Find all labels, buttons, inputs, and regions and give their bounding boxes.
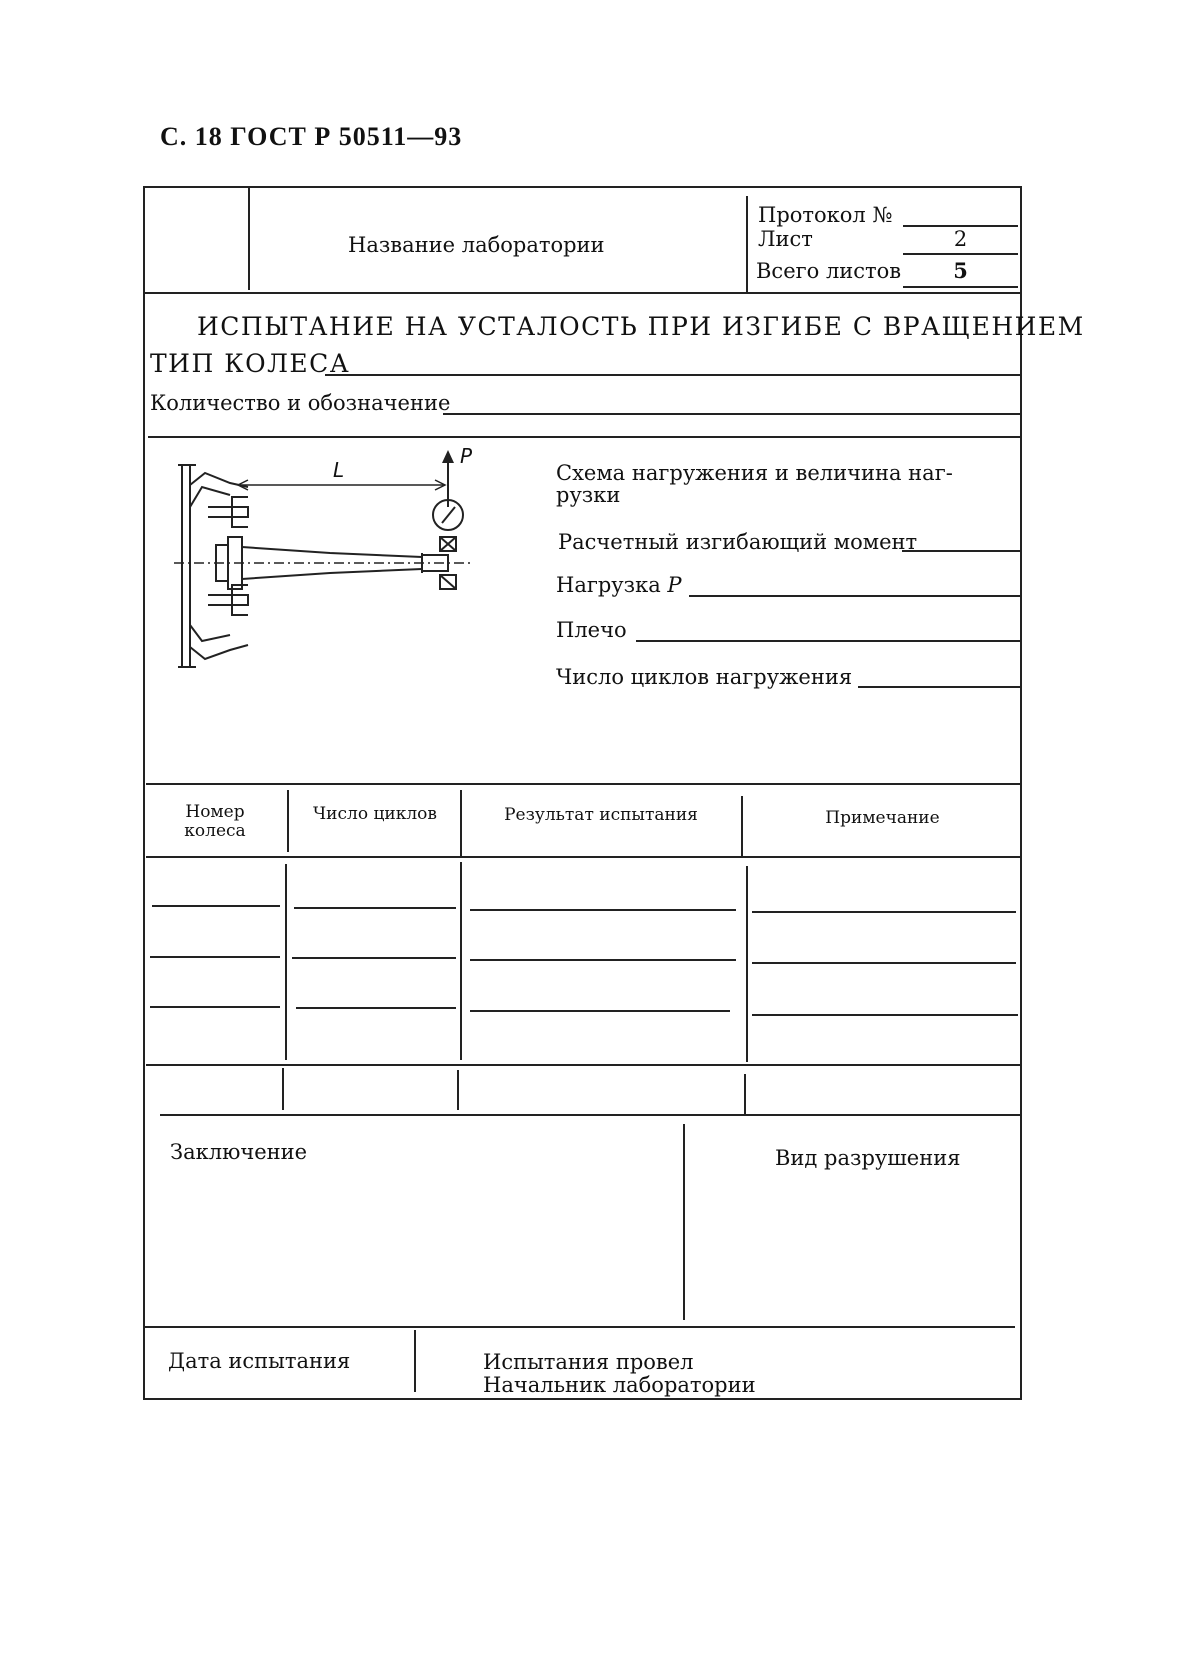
total-sheets-value: 5 xyxy=(953,258,968,283)
strip-divider-2 xyxy=(457,1070,459,1110)
row1-col2-blank xyxy=(294,907,456,909)
wheel-type-blank xyxy=(325,374,1020,376)
row3-col1-blank xyxy=(150,1006,280,1008)
table-header-bottom xyxy=(146,856,1021,858)
row1-col3-blank xyxy=(470,909,736,911)
loading-scheme-drawing xyxy=(170,445,490,675)
sheet-value: 2 xyxy=(953,227,968,251)
row3-col2-blank xyxy=(296,1007,456,1009)
sheet-label: Лист xyxy=(758,227,813,251)
table-bottom-line xyxy=(160,1114,1021,1116)
cycles-blank xyxy=(858,686,1020,688)
load-blank xyxy=(689,595,1020,597)
load-P-label: P xyxy=(460,444,473,468)
row2-col3-blank xyxy=(470,959,736,961)
lab-chief-label: Начальник лаборатории xyxy=(483,1373,756,1397)
body-col-divider-1 xyxy=(285,864,287,1060)
row3-col3-blank xyxy=(470,1010,730,1012)
col-header-cycles: Число циклов xyxy=(313,804,437,824)
col-header-wheel-number: Номер колеса xyxy=(184,802,246,841)
page-header: С. 18 ГОСТ Р 50511—93 xyxy=(160,122,463,151)
frame-right xyxy=(1020,186,1022,1398)
conclusion-bottom-line xyxy=(143,1326,1015,1328)
quantity-blank xyxy=(443,413,1021,415)
row1-col4-blank xyxy=(752,911,1016,913)
performed-by-label: Испытания провел xyxy=(483,1350,694,1374)
conclusion-label: Заключение xyxy=(170,1140,308,1164)
table-top-line xyxy=(146,783,1021,785)
strip-divider-3 xyxy=(744,1074,746,1114)
bending-moment-label: Расчетный изгибающий момент xyxy=(558,530,918,554)
header-col-divider-3 xyxy=(741,796,743,856)
lab-name: Название лаборатории xyxy=(348,233,605,257)
load-scheme-line2: рузки xyxy=(556,483,621,507)
header-divider-left xyxy=(248,188,250,290)
arm-label: Плечо xyxy=(556,618,627,642)
header-divider-right xyxy=(746,196,748,292)
frame-bottom xyxy=(143,1398,1022,1400)
header-col-divider-2 xyxy=(460,790,462,856)
row3-col4-blank xyxy=(752,1014,1018,1016)
frame-left xyxy=(143,186,145,1398)
quantity-label: Количество и обозначение xyxy=(150,391,451,415)
row1-col1-blank xyxy=(152,905,280,907)
conclusion-divider xyxy=(683,1124,685,1320)
wheel-type-label: ТИП КОЛЕСА xyxy=(150,349,351,378)
header-col-divider-1 xyxy=(287,790,289,852)
frame-top xyxy=(143,186,1021,188)
signature-divider xyxy=(414,1330,416,1392)
load-label: Нагрузка P xyxy=(556,573,682,597)
strip-divider-1 xyxy=(282,1068,284,1110)
cycles-label: Число циклов нагружения xyxy=(556,665,853,689)
total-sheets-label: Всего листов xyxy=(756,259,902,283)
header-bottom-line xyxy=(143,292,1021,294)
col-header-note: Примечание xyxy=(825,808,940,828)
row2-col4-blank xyxy=(752,962,1016,964)
test-date-label: Дата испытания xyxy=(168,1349,351,1373)
fracture-type-label: Вид разрушения xyxy=(775,1146,961,1170)
row2-col2-blank xyxy=(292,957,456,959)
sheet-blank xyxy=(903,253,1018,255)
title-section-bottom xyxy=(148,436,1020,438)
load-scheme-line1: Схема нагружения и величина наг- xyxy=(556,461,953,485)
table-bottom-strip-top xyxy=(146,1064,1021,1066)
col-header-result: Результат испытания xyxy=(504,805,698,825)
bending-moment-blank xyxy=(902,550,1020,552)
total-sheets-blank xyxy=(903,286,1018,288)
arm-blank xyxy=(636,640,1020,642)
row2-col1-blank xyxy=(150,956,280,958)
test-title: ИСПЫТАНИЕ НА УСТАЛОСТЬ ПРИ ИЗГИБЕ С ВРАЩЕНИЕМ xyxy=(197,312,1085,341)
protocol-label: Протокол № xyxy=(758,203,893,227)
body-col-divider-2 xyxy=(460,862,462,1060)
dimension-L-label: L xyxy=(333,458,345,482)
body-col-divider-3 xyxy=(746,866,748,1062)
